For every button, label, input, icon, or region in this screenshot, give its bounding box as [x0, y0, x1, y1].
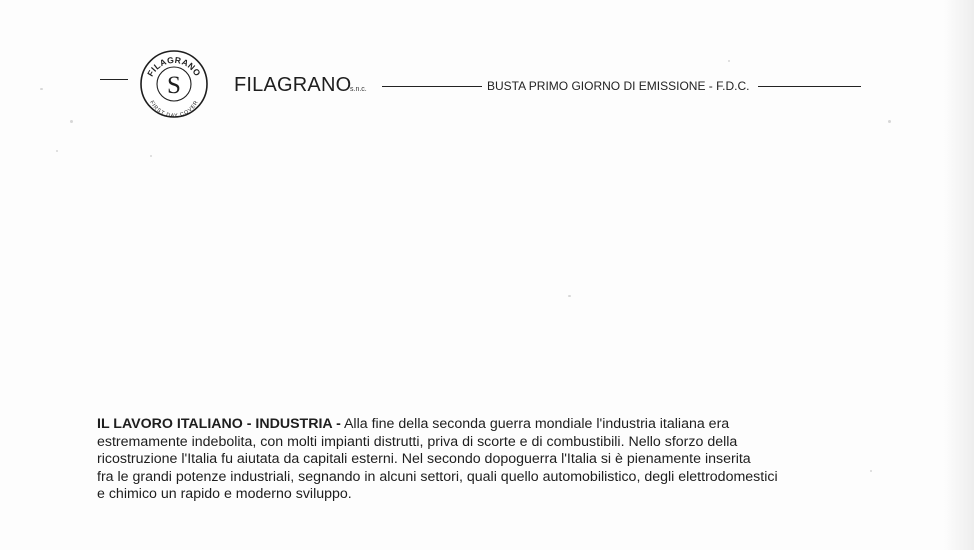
stamp-description [97, 416, 857, 504]
seal-ring-text-top: FILAGRANO [145, 54, 203, 79]
scan-speck [870, 470, 872, 472]
description-line-3: ricostruzione l'Italia fu aiutata da capitali esterni. Nel secondo dopoguerra l'Italia si è pienamente inserita [97, 451, 751, 467]
filagrano-seal-logo [139, 49, 209, 119]
description-title: IL LAVORO ITALIANO - INDUSTRIA - [97, 416, 341, 432]
description-line-2: estremamente indebolita, con molti impianti distrutti, priva di scorte e di combustibili. Nello sforzo della [97, 433, 738, 450]
header-rule-left [100, 79, 128, 80]
description-line-1 [97, 416, 857, 434]
header-rule-right [758, 86, 861, 87]
scan-speck [568, 295, 571, 297]
brand-name: FILAGRANO [234, 74, 352, 96]
description-text: Alla fine della seconda guerra mondiale l'industria italiana era [343, 416, 730, 432]
first-day-cover-label: BUSTA PRIMO GIORNO DI EMISSIONE - F.D.C. [487, 79, 750, 93]
scan-speck [56, 150, 58, 152]
scan-speck [888, 120, 891, 123]
seal-center-letter: S [167, 72, 181, 99]
seal-ring-text-bottom: FIRST DAY COVER [148, 99, 200, 119]
scan-speck [728, 60, 730, 62]
scan-speck [70, 120, 73, 123]
description-line-4: fra le grandi potenze industriali, segnando in alcuni settori, quali quello automobilistico, degli elettrodomestici [97, 468, 778, 485]
scan-speck [40, 88, 43, 90]
paper-edge-shadow [944, 0, 974, 550]
header-rule-middle [382, 86, 482, 87]
scan-speck [150, 155, 152, 157]
description-line-5: e chimico un rapido e moderno sviluppo. [97, 486, 352, 502]
brand-suffix: s.n.c. [350, 86, 367, 93]
